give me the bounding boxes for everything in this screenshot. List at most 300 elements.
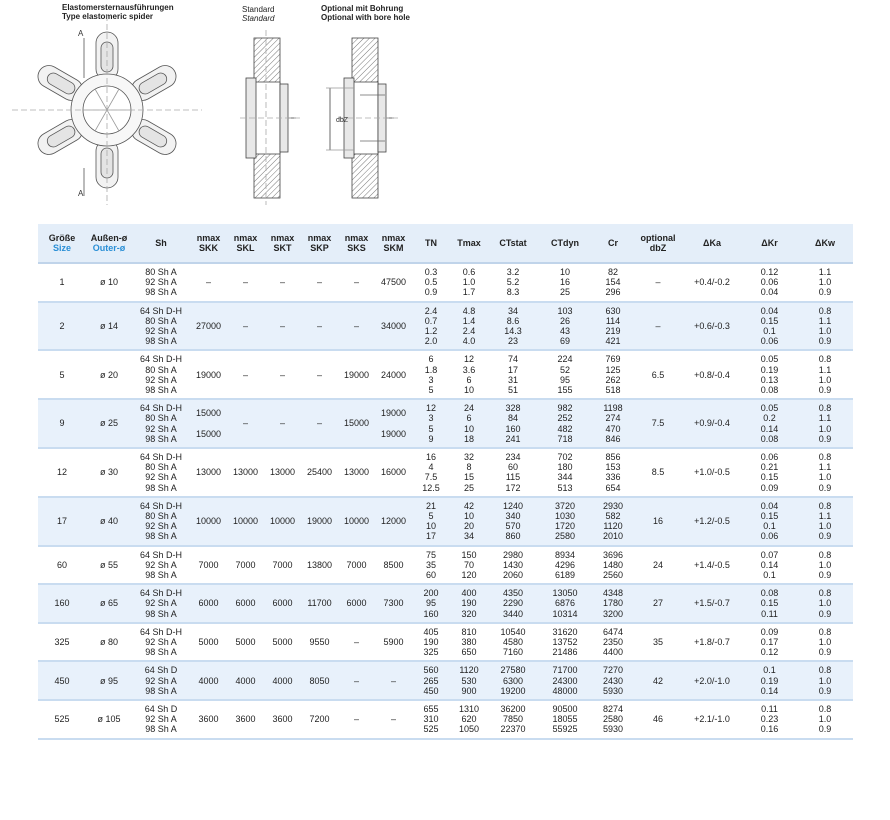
spider-drawing (12, 15, 202, 205)
cell-line: 92 Sh A (145, 472, 177, 483)
column-header (86, 224, 132, 263)
cell-skk: 10000 (190, 497, 227, 546)
cell-line: 12 (425, 403, 436, 414)
cell-line: 1.0 (818, 472, 832, 483)
cell-ctstat (488, 263, 538, 302)
cell-kw (797, 584, 853, 623)
cell-line: 6 (466, 374, 472, 385)
column-header (264, 224, 301, 263)
cell-line: 92 Sh A (145, 521, 177, 532)
cell-line: 900 (461, 685, 477, 696)
cell-line: 0.1 (763, 569, 776, 580)
cell-line: 92 Sh A (145, 374, 177, 385)
cell-outer: ø 20 (86, 350, 132, 399)
cell-line: 1.0 (462, 277, 476, 288)
cell-line: 0.1 (763, 665, 776, 676)
cell-tn (412, 497, 450, 546)
cell-line: 160 (505, 423, 521, 434)
cell-skt: 5000 (264, 623, 301, 662)
cell-line: 90500 (552, 703, 578, 714)
table-row (38, 497, 853, 546)
standard-section-drawing (240, 30, 300, 205)
cell-line: 310 (423, 714, 439, 725)
table-row (38, 399, 853, 448)
column-header (538, 224, 592, 263)
cell-line: 0.8 (818, 626, 832, 637)
cell-line: 7.5 (424, 472, 438, 483)
column-header-main: Sh (155, 238, 167, 248)
cell-sks: – (338, 263, 375, 302)
cell-line: 98 Sh A (145, 482, 177, 493)
cell-line: 1.1 (818, 266, 832, 277)
cell-line: 15000 (195, 428, 222, 439)
cell-kr (742, 497, 797, 546)
cell-line: 2930 (602, 500, 624, 511)
cell-dbz: 27 (634, 584, 682, 623)
cell-line: 1.0 (818, 374, 832, 385)
cell-dbz: 46 (634, 700, 682, 739)
cell-line: 16 (559, 277, 570, 288)
column-header-main: Cr (607, 238, 618, 248)
column-header (190, 224, 227, 263)
cell-tmax (450, 263, 488, 302)
cell-skm: 34000 (375, 302, 412, 351)
cell-ctstat (488, 546, 538, 585)
cell-line: 12 (463, 354, 474, 365)
cell-line: 10540 (500, 626, 526, 637)
cell-ctdyn (538, 584, 592, 623)
cell-kw (797, 623, 853, 662)
cell-line: 98 Sh A (145, 569, 177, 580)
cell-line: 0.2 (763, 413, 776, 424)
cell-outer: ø 65 (86, 584, 132, 623)
cell-line: 1480 (602, 559, 624, 570)
cell-skp: 7200 (301, 700, 338, 739)
drawings-area (0, 0, 890, 210)
cell-line: 15 (463, 472, 474, 483)
cell-sh (132, 263, 190, 302)
cell-line: 2010 (602, 531, 624, 542)
cell-line: 0.17 (760, 636, 779, 647)
cell-line: 6189 (554, 569, 576, 580)
table-header (38, 224, 853, 263)
cell-ctdyn (538, 497, 592, 546)
cell-line: 2430 (602, 675, 624, 686)
cell-line: 92 Sh A (145, 598, 177, 609)
cell-line: 3200 (602, 608, 624, 619)
cell-line: 74 (507, 354, 518, 365)
cell-sh (132, 584, 190, 623)
cell-line: 3 (428, 374, 434, 385)
cell-line: 1120 (603, 521, 623, 532)
cell-kw (797, 700, 853, 739)
cell-line: 344 (557, 472, 573, 483)
cell-skp: 13800 (301, 546, 338, 585)
cell-ctstat (488, 700, 538, 739)
cell-line: 0.14 (760, 423, 779, 434)
column-header-main: CTstat (499, 238, 527, 248)
cell-line: 0.8 (818, 451, 832, 462)
cell-line: 336 (605, 472, 621, 483)
cell-kw (797, 448, 853, 497)
cell-ka: +0.6/-0.3 (682, 302, 742, 351)
column-header (488, 224, 538, 263)
cell-tmax (450, 350, 488, 399)
cell-line: 0.8 (818, 703, 832, 714)
cell-skt: 4000 (264, 661, 301, 700)
cell-line: 24300 (552, 675, 578, 686)
cell-kw (797, 399, 853, 448)
cell-outer: ø 40 (86, 497, 132, 546)
cell-line: 32 (463, 451, 474, 462)
cell-size: 160 (38, 584, 86, 623)
cell-line: 0.11 (761, 608, 778, 619)
cell-skp: 11700 (301, 584, 338, 623)
cell-line: 0.9 (818, 384, 832, 395)
cell-skp: 8050 (301, 661, 338, 700)
cell-line: 14.3 (504, 325, 522, 336)
column-header-sub: SKP (310, 243, 329, 253)
cell-line: 1.1 (818, 364, 832, 375)
cell-line: 16 (425, 451, 436, 462)
cell-size: 525 (38, 700, 86, 739)
cell-line: 0.8 (818, 305, 832, 316)
cell-skk: 5000 (190, 623, 227, 662)
cell-line: 26 (559, 315, 570, 326)
cell-skm: 24000 (375, 350, 412, 399)
cell-cr (592, 661, 634, 700)
cell-line: 219 (605, 325, 621, 336)
cell-line: 0.06 (760, 336, 779, 347)
column-header-sub: dbZ (649, 243, 667, 253)
cell-skp: 9550 (301, 623, 338, 662)
cell-skl: 10000 (227, 497, 264, 546)
cell-line: 1.0 (818, 277, 832, 288)
cell-cr (592, 399, 634, 448)
cell-kr (742, 700, 797, 739)
cell-sh (132, 700, 190, 739)
cell-line: 1.8 (424, 364, 438, 375)
cell-line: 0.19 (760, 675, 779, 686)
cell-ctdyn (538, 546, 592, 585)
cell-size: 325 (38, 623, 86, 662)
cell-line: 98 Sh A (145, 531, 177, 542)
cell-line: 846 (605, 433, 621, 444)
cell-skm: 12000 (375, 497, 412, 546)
cell-line: 5.2 (506, 277, 520, 288)
cell-line: 0.14 (760, 559, 779, 570)
cell-sks: 6000 (338, 584, 375, 623)
cell-tn (412, 546, 450, 585)
standard-caption-en: Standard (242, 14, 275, 23)
cell-skm: 16000 (375, 448, 412, 497)
cell-line: 21486 (552, 647, 578, 658)
cell-ctdyn (538, 263, 592, 302)
cell-line: 2580 (602, 714, 624, 725)
cell-line: 3720 (554, 500, 576, 511)
column-header-sub: Size (52, 243, 71, 253)
cell-line: 1.0 (818, 636, 832, 647)
cell-line: 2.4 (462, 325, 476, 336)
cell-skm: – (375, 661, 412, 700)
cell-line: 69 (559, 336, 570, 347)
cell-line: 1430 (502, 559, 524, 570)
cell-skt: 3600 (264, 700, 301, 739)
cell-line: 620 (461, 714, 477, 725)
cell-line: 1030 (554, 510, 576, 521)
cell-outer: ø 55 (86, 546, 132, 585)
cell-cr (592, 350, 634, 399)
cell-line: 5930 (602, 685, 624, 696)
cell-kr (742, 661, 797, 700)
cell-line: 153 (605, 462, 621, 473)
cell-line: 10 (559, 266, 570, 277)
cell-line: 450 (423, 685, 439, 696)
cell-line: 810 (461, 626, 477, 637)
cell-kr (742, 546, 797, 585)
cell-kr (742, 399, 797, 448)
cell-line: 4348 (602, 588, 624, 599)
cell-line: 1.1 (818, 413, 832, 424)
table-body (38, 263, 853, 739)
cell-line: 80 Sh A (145, 315, 177, 326)
cell-sh (132, 399, 190, 448)
column-header (132, 224, 190, 263)
cell-line: 64 Sh D-H (139, 588, 183, 599)
cell-skp: – (301, 350, 338, 399)
column-header (338, 224, 375, 263)
cell-skt: – (264, 350, 301, 399)
cell-line: 98 Sh A (145, 647, 177, 658)
column-header-main: nmax (307, 233, 332, 243)
cell-line: 31620 (552, 626, 578, 637)
cell-line: 1.1 (818, 315, 832, 326)
column-header-main: nmax (196, 233, 221, 243)
cell-ctdyn (538, 623, 592, 662)
column-header-main: Größe (48, 233, 76, 243)
cell-ka: +2.1/-1.0 (682, 700, 742, 739)
cell-line: 75 (425, 549, 436, 560)
cell-size: 17 (38, 497, 86, 546)
cell-line: 80 Sh A (145, 413, 177, 424)
cell-skk: 6000 (190, 584, 227, 623)
cell-tmax (450, 623, 488, 662)
cell-cr (592, 584, 634, 623)
cell-kw (797, 350, 853, 399)
cell-line: 0.19 (760, 364, 779, 375)
cell-dbz: 6.5 (634, 350, 682, 399)
cell-line: 80 Sh A (145, 266, 177, 277)
cell-tn (412, 448, 450, 497)
cell-skl: – (227, 399, 264, 448)
cell-line: 70 (463, 559, 474, 570)
cell-gap (377, 418, 410, 428)
cell-line: 4350 (502, 588, 524, 599)
cell-line: 19200 (500, 685, 526, 696)
cell-line: 1.0 (818, 598, 832, 609)
cell-line: 5 (428, 384, 434, 395)
column-header (412, 224, 450, 263)
cell-dbz: 42 (634, 661, 682, 700)
cell-line: 6876 (554, 598, 576, 609)
cell-line: 60 (507, 462, 518, 473)
cell-sks: – (338, 302, 375, 351)
cell-line: 655 (423, 703, 439, 714)
cell-line: 23 (507, 336, 518, 347)
cell-line: 80 Sh A (145, 462, 177, 473)
cell-kr (742, 448, 797, 497)
cell-sh (132, 623, 190, 662)
cell-line: 0.9 (818, 482, 832, 493)
column-header-main: ΔKw (815, 238, 835, 248)
cell-skm: 5900 (375, 623, 412, 662)
cell-line: 4.0 (462, 336, 476, 347)
cell-line: 0.06 (760, 277, 779, 288)
cell-line: 13050 (552, 588, 578, 599)
column-header-main: Außen-ø (90, 233, 128, 243)
cell-ka: +0.9/-0.4 (682, 399, 742, 448)
cell-line: 10314 (552, 608, 578, 619)
table-row (38, 350, 853, 399)
cell-tmax (450, 661, 488, 700)
cell-line: 3.6 (462, 364, 476, 375)
cell-line: 0.05 (760, 403, 779, 414)
cell-tmax (450, 546, 488, 585)
cell-line: 43 (559, 325, 570, 336)
cell-line: 0.23 (760, 714, 779, 725)
cell-tmax (450, 584, 488, 623)
cell-line: 0.04 (760, 287, 779, 298)
cell-skt: – (264, 302, 301, 351)
cell-line: 0.08 (760, 433, 779, 444)
cell-kw (797, 546, 853, 585)
cell-line: 80 Sh A (145, 510, 177, 521)
cell-line: 296 (605, 287, 621, 298)
cell-tmax (450, 497, 488, 546)
cell-line: 80 Sh A (145, 364, 177, 375)
column-header-sub: Outer-ø (92, 243, 126, 253)
cell-skm (375, 399, 412, 448)
cell-line: 340 (505, 510, 521, 521)
cell-kw (797, 497, 853, 546)
cell-line: 6300 (502, 675, 524, 686)
cell-line: 560 (423, 665, 439, 676)
cell-line: 8934 (554, 549, 576, 560)
cell-sh (132, 350, 190, 399)
cell-line: 0.5 (424, 277, 438, 288)
cell-sks: – (338, 623, 375, 662)
cell-line: 0.07 (760, 549, 779, 560)
table-header-row (38, 224, 853, 263)
table-row (38, 448, 853, 497)
cell-line: 2060 (502, 569, 524, 580)
cell-line: 98 Sh A (145, 287, 177, 298)
cell-line: 1.4 (462, 315, 476, 326)
cell-ctstat (488, 448, 538, 497)
column-header-main: nmax (344, 233, 369, 243)
cell-line: 10 (425, 521, 436, 532)
column-header (742, 224, 797, 263)
cell-line: 482 (557, 423, 573, 434)
cell-line: 98 Sh A (145, 384, 177, 395)
cell-line: 98 Sh A (145, 685, 177, 696)
cell-line: 0.9 (818, 608, 832, 619)
cell-ctdyn (538, 302, 592, 351)
cell-line: 19000 (380, 408, 407, 419)
cell-line: 4.8 (462, 305, 476, 316)
cell-line: 224 (557, 354, 573, 365)
cell-ka: +0.4/-0.2 (682, 263, 742, 302)
cell-line: 12.5 (422, 482, 440, 493)
optional-section-drawing (326, 38, 398, 198)
cell-line: 1.0 (818, 325, 832, 336)
cell-line: 52 (559, 364, 570, 375)
cell-line: 0.15 (760, 315, 779, 326)
cell-sks: 13000 (338, 448, 375, 497)
table-row (38, 302, 853, 351)
cell-line: 17 (425, 531, 436, 542)
cell-sh (132, 661, 190, 700)
cell-tn (412, 623, 450, 662)
cell-line: 769 (605, 354, 621, 365)
spider-data-table (38, 224, 853, 740)
cell-sks: – (338, 661, 375, 700)
cell-line: 95 (425, 598, 436, 609)
cell-skp: 25400 (301, 448, 338, 497)
cell-skl: – (227, 302, 264, 351)
cell-line: 1240 (502, 500, 524, 511)
cell-skt: – (264, 263, 301, 302)
cell-line: 0.8 (818, 549, 832, 560)
cell-line: 4400 (602, 647, 624, 658)
cell-outer: ø 30 (86, 448, 132, 497)
cell-skl: – (227, 263, 264, 302)
cell-line: 0.8 (818, 665, 832, 676)
cell-skk (190, 399, 227, 448)
table-row (38, 263, 853, 302)
cell-skt: 6000 (264, 584, 301, 623)
column-header (634, 224, 682, 263)
cell-skk: – (190, 263, 227, 302)
cell-line: 92 Sh A (145, 325, 177, 336)
cell-line: 4 (428, 462, 434, 473)
column-header-sub: SKS (347, 243, 366, 253)
cell-line: 1198 (603, 403, 623, 414)
cell-line: 98 Sh A (145, 608, 177, 619)
cell-line: 0.15 (760, 472, 779, 483)
cell-line: 274 (605, 413, 621, 424)
cell-ctdyn (538, 399, 592, 448)
cell-line: 64 Sh D-H (139, 451, 183, 462)
cell-ctstat (488, 661, 538, 700)
cell-line: 0.13 (760, 374, 779, 385)
cell-line: 1.7 (462, 287, 476, 298)
cell-line: 1.1 (818, 462, 832, 473)
cell-line: 92 Sh A (145, 559, 177, 570)
cell-dbz: 16 (634, 497, 682, 546)
cell-skl: 7000 (227, 546, 264, 585)
cell-ctdyn (538, 661, 592, 700)
cell-line: 120 (461, 569, 477, 580)
cell-line: 856 (605, 451, 621, 462)
cell-line: 19000 (380, 428, 407, 439)
cell-line: 3.2 (506, 266, 520, 277)
cell-outer: ø 14 (86, 302, 132, 351)
cell-line: 252 (557, 413, 573, 424)
cell-line: 0.8 (818, 588, 832, 599)
cell-line: 64 Sh D (144, 665, 178, 676)
cell-tmax (450, 700, 488, 739)
